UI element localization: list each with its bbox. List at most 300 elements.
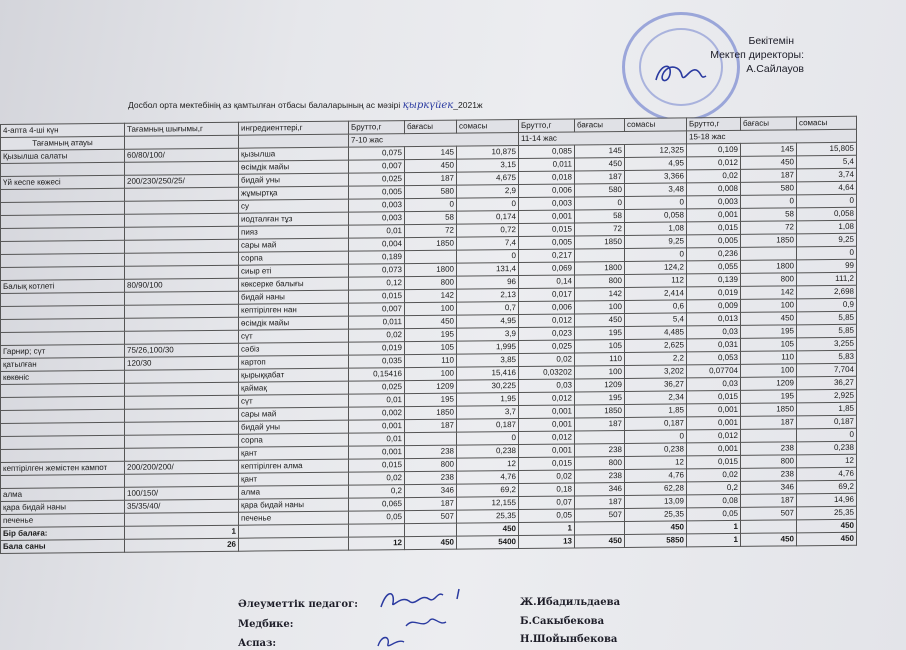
value-cell: 0,069 (519, 262, 575, 276)
value-cell: 0,006 (519, 184, 575, 198)
value-cell: 346 (575, 483, 625, 496)
dish-output-cell (125, 317, 239, 331)
value-cell: 507 (741, 507, 797, 521)
children-cell: 5400 (457, 536, 519, 550)
value-cell: 0,003 (687, 195, 741, 209)
value-cell: 1209 (405, 380, 457, 393)
children-cell: 13 (519, 535, 575, 549)
value-cell: 3,255 (797, 337, 857, 351)
value-cell: 507 (405, 510, 457, 523)
value-cell: 9,25 (625, 235, 687, 249)
header-price-1: бағасы (405, 120, 457, 133)
value-cell: 5,85 (797, 311, 857, 325)
dish-name-cell (1, 383, 125, 397)
value-cell: 0,013 (687, 312, 741, 326)
value-cell: 0,015 (349, 459, 405, 473)
value-cell (741, 247, 797, 261)
title-month-handwritten: қыркүйек (402, 100, 454, 111)
value-cell: 131,4 (457, 263, 519, 277)
ingredient-cell: өсімдік майы (239, 316, 349, 330)
ingredient-cell: сары май (239, 407, 349, 421)
value-cell: 0,073 (349, 264, 405, 278)
value-cell: 7,704 (797, 363, 857, 377)
value-cell: 58 (741, 208, 797, 222)
value-cell: 187 (741, 494, 797, 508)
ingredient-cell: алма (239, 485, 349, 499)
dish-name-cell (1, 266, 125, 280)
header-age-7-10: 7-10 жас (349, 133, 519, 148)
dish-name-cell: көкөніс (1, 370, 125, 384)
value-cell: 72 (575, 223, 625, 236)
value-cell: 2,414 (625, 287, 687, 301)
value-cell: 110 (405, 354, 457, 367)
value-cell: 0,9 (797, 298, 857, 312)
value-cell: 0,009 (687, 299, 741, 313)
value-cell: 0,007 (349, 303, 405, 317)
value-cell: 3,366 (625, 170, 687, 184)
footer-role-cook: Аспаз: (238, 638, 277, 649)
dish-name-cell (1, 292, 125, 306)
dish-name-cell (1, 227, 125, 241)
menu-table (0, 116, 857, 554)
ingredient-cell: өсімдік майы (239, 160, 349, 174)
dish-output-cell (125, 200, 239, 214)
value-cell: 0,001 (349, 420, 405, 434)
value-cell: 4,76 (625, 469, 687, 483)
ingredient-cell: сәбіз (239, 342, 349, 356)
value-cell: 0,08 (687, 494, 741, 508)
per-child-cell: 450 (457, 523, 519, 537)
value-cell: 0,15416 (349, 368, 405, 382)
ingredient-cell: сүт (239, 394, 349, 408)
value-cell: 0,109 (687, 143, 741, 157)
per-child-cell (741, 520, 797, 534)
value-cell: 5,4 (625, 313, 687, 327)
dish-name-cell: Үй кеспе көжесі (1, 175, 125, 189)
dish-name-cell (1, 409, 125, 423)
value-cell: 0 (797, 428, 857, 442)
value-cell: 195 (405, 393, 457, 406)
value-cell: 450 (405, 315, 457, 328)
value-cell: 12 (797, 454, 857, 468)
value-cell: 195 (741, 390, 797, 404)
value-cell: 0,019 (349, 342, 405, 356)
social-pedagogue-signature (375, 585, 470, 613)
ingredient-cell: су (239, 199, 349, 213)
value-cell: 0 (457, 432, 519, 446)
value-cell: 0,001 (687, 208, 741, 222)
value-cell: 187 (575, 418, 625, 431)
children-cell: 5850 (625, 534, 687, 548)
value-cell: 1,995 (457, 341, 519, 355)
dish-name-cell (1, 396, 125, 410)
value-cell: 145 (405, 146, 457, 159)
per-child-cell (405, 523, 457, 536)
director-signature (650, 58, 710, 88)
value-cell: 1850 (575, 405, 625, 418)
per-child-cell: 1 (687, 520, 741, 534)
footer-name-cook: Н.Шойынбекова (520, 634, 618, 645)
value-cell: 0 (625, 196, 687, 210)
value-cell: 3,202 (625, 365, 687, 379)
value-cell: 110 (741, 351, 797, 365)
value-cell: 800 (575, 275, 625, 288)
value-cell: 0,012 (519, 431, 575, 445)
value-cell: 0,236 (687, 247, 741, 261)
value-cell: 4,485 (625, 326, 687, 340)
value-cell: 800 (741, 273, 797, 287)
value-cell: 0,139 (687, 273, 741, 287)
value-cell: 100 (575, 366, 625, 379)
header-ingredients: ингредиенттері,г (239, 121, 349, 135)
value-cell: 450 (741, 312, 797, 326)
value-cell: 187 (575, 171, 625, 184)
dish-output-cell (125, 187, 239, 201)
value-cell: 0,008 (687, 182, 741, 196)
value-cell: 0,007 (349, 160, 405, 174)
value-cell: 112 (625, 274, 687, 288)
approval-line-2: Мектеп директоры: (710, 49, 804, 61)
dish-output-cell (125, 421, 239, 435)
ingredient-cell: қырыққабат (239, 368, 349, 382)
dish-name-cell (1, 318, 125, 332)
value-cell (575, 431, 625, 444)
dish-name-cell: Гарнир; сүт (1, 344, 125, 358)
dish-output-cell (125, 395, 239, 409)
value-cell: 12 (625, 456, 687, 470)
footer-name-nurse: Б.Сакыбекова (520, 616, 605, 627)
value-cell: 2,698 (797, 285, 857, 299)
header-week: 4-апта 4-ші күн (1, 123, 125, 137)
approval-block (700, 34, 900, 76)
value-cell: 0,001 (349, 446, 405, 460)
value-cell: 0,012 (687, 156, 741, 170)
value-cell: 3,15 (457, 159, 519, 173)
value-cell: 4,95 (457, 315, 519, 329)
value-cell: 0,02 (687, 468, 741, 482)
value-cell: 0,01 (349, 225, 405, 239)
dish-name-cell: печенье (1, 513, 125, 527)
per-child-cell: 1 (519, 522, 575, 536)
value-cell: 507 (575, 509, 625, 522)
value-cell: 25,35 (797, 506, 857, 520)
dish-name-cell (1, 162, 125, 176)
value-cell: 800 (575, 457, 625, 470)
approval-line-1: Бекітемін (748, 35, 794, 47)
value-cell: 0,217 (519, 249, 575, 263)
dish-name-cell: Балық котлеті (1, 279, 125, 293)
value-cell: 14,96 (797, 493, 857, 507)
ingredient-cell: қызылша (239, 147, 349, 161)
dish-output-cell: 200/200/200/ (125, 460, 239, 474)
value-cell: 580 (741, 182, 797, 196)
dish-name-cell: қатылған (1, 357, 125, 371)
value-cell: 3,48 (625, 183, 687, 197)
header-dish-name: Тағамның атауы (1, 136, 125, 150)
value-cell: 58 (405, 211, 457, 224)
value-cell: 0,001 (519, 210, 575, 224)
ingredient-cell: сиыр еті (239, 264, 349, 278)
value-cell: 0,05 (519, 509, 575, 523)
value-cell: 3,7 (457, 406, 519, 420)
dish-output-cell: 60/80/100/ (125, 148, 239, 162)
value-cell: 195 (405, 328, 457, 341)
dish-output-cell (125, 408, 239, 422)
value-cell: 238 (575, 444, 625, 457)
value-cell: 0 (575, 197, 625, 210)
value-cell: 0,03 (687, 377, 741, 391)
value-cell: 72 (405, 224, 457, 237)
value-cell: 69,2 (457, 484, 519, 498)
dish-name-cell (1, 435, 125, 449)
header-output: Тағамның шығымы,г (125, 122, 239, 136)
value-cell: 1,08 (797, 220, 857, 234)
value-cell: 195 (575, 327, 625, 340)
value-cell: 4,64 (797, 181, 857, 195)
dish-output-cell (125, 265, 239, 279)
value-cell: 7,4 (457, 237, 519, 251)
value-cell: 0,011 (519, 158, 575, 172)
approval-line-3: А.Сайлауов (746, 63, 804, 75)
value-cell: 0,005 (687, 234, 741, 248)
header-age-11-14: 11-14 жас (519, 131, 687, 146)
dish-name-cell (1, 474, 125, 488)
value-cell: 187 (405, 419, 457, 432)
children-cell: 450 (575, 535, 625, 548)
dish-name-cell: алма (1, 487, 125, 501)
ingredient-cell: печенье (239, 511, 349, 525)
value-cell: 0,18 (519, 483, 575, 497)
value-cell (575, 249, 625, 262)
value-cell: 195 (575, 392, 625, 405)
value-cell: 58 (575, 210, 625, 223)
value-cell: 0,035 (349, 355, 405, 369)
dish-name-cell (1, 253, 125, 267)
value-cell: 0,031 (687, 338, 741, 352)
value-cell: 0,012 (687, 429, 741, 443)
header-brutto-1: Брутто,г (349, 121, 405, 135)
value-cell: 1209 (575, 379, 625, 392)
cook-signature (372, 630, 412, 650)
value-cell: 0,006 (519, 301, 575, 315)
value-cell: 0,2 (349, 485, 405, 499)
ingredient-cell: кептірілген нан (239, 303, 349, 317)
value-cell: 0,05 (687, 507, 741, 521)
dish-name-cell (1, 188, 125, 202)
value-cell: 99 (797, 259, 857, 273)
value-cell: 800 (405, 458, 457, 471)
dish-name-cell (1, 448, 125, 462)
dish-output-cell: 80/90/100 (125, 278, 239, 292)
value-cell: 0 (741, 195, 797, 209)
value-cell: 0,238 (625, 443, 687, 457)
value-cell: 0,001 (519, 444, 575, 458)
value-cell: 4,675 (457, 172, 519, 186)
value-cell: 1850 (405, 237, 457, 250)
dish-output-cell (125, 252, 239, 266)
value-cell: 800 (741, 455, 797, 469)
value-cell: 0,07 (519, 496, 575, 510)
value-cell: 0 (457, 250, 519, 264)
value-cell: 1,95 (457, 393, 519, 407)
value-cell: 10,875 (457, 146, 519, 160)
value-cell: 0 (457, 198, 519, 212)
dish-output-cell: 200/230/250/25/ (125, 174, 239, 188)
ingredient-cell: кептірілген алма (239, 459, 349, 473)
value-cell: 0 (405, 198, 457, 211)
value-cell: 15,805 (797, 142, 857, 156)
value-cell: 0,01 (349, 394, 405, 408)
children-label: Бала саны (1, 539, 125, 553)
value-cell: 450 (575, 314, 625, 327)
value-cell: 1,08 (625, 222, 687, 236)
title-text: Досбол орта мектебінің аз қамтылған отбасы балаларының ас мәзірі (128, 100, 401, 110)
value-cell: 0,14 (519, 275, 575, 289)
dish-output-cell: 75/26,100/30 (125, 343, 239, 357)
value-cell: 0,023 (519, 327, 575, 341)
value-cell: 238 (405, 471, 457, 484)
value-cell: 0 (797, 194, 857, 208)
value-cell: 0,058 (625, 209, 687, 223)
value-cell: 1209 (741, 377, 797, 391)
value-cell: 1,85 (625, 404, 687, 418)
value-cell: 0,02 (349, 329, 405, 343)
value-cell: 580 (405, 185, 457, 198)
ingredient-cell: бидай наны (239, 290, 349, 304)
footer-name-social-pedagogue: Ж.Ибадильдаева (520, 597, 621, 608)
value-cell: 1800 (575, 262, 625, 275)
value-cell: 0,03202 (519, 366, 575, 380)
value-cell: 0,065 (349, 498, 405, 512)
header-age-15-18: 15-18 жас (687, 129, 857, 144)
value-cell: 69,2 (797, 480, 857, 494)
value-cell: 105 (575, 340, 625, 353)
children-cell: 450 (405, 536, 457, 549)
value-cell: 15,416 (457, 367, 519, 381)
value-cell: 0,005 (349, 186, 405, 200)
children-value: 26 (125, 538, 239, 552)
ingredient-cell: бидай уны (239, 173, 349, 187)
value-cell: 0,015 (349, 290, 405, 304)
dish-name-cell (1, 214, 125, 228)
value-cell: 0,12 (349, 277, 405, 291)
dish-output-cell (125, 291, 239, 305)
value-cell: 36,27 (625, 378, 687, 392)
ingredient-cell: пияз (239, 225, 349, 239)
ingredient-cell: қант (239, 446, 349, 460)
dish-output-cell (125, 473, 239, 487)
dish-output-cell (125, 213, 239, 227)
value-cell: 36,27 (797, 376, 857, 390)
per-child-cell (349, 524, 405, 538)
dish-name-cell (1, 422, 125, 436)
value-cell: 0,055 (687, 260, 741, 274)
value-cell: 0,011 (349, 316, 405, 330)
dish-output-cell (125, 512, 239, 526)
dish-output-cell: 100/150/ (125, 486, 239, 500)
value-cell: 0,238 (457, 445, 519, 459)
dish-output-cell: 120/30 (125, 356, 239, 370)
value-cell: 0,7 (457, 302, 519, 316)
value-cell: 2,13 (457, 289, 519, 303)
footer-role-nurse: Медбике: (238, 619, 294, 630)
value-cell: 1850 (741, 403, 797, 417)
dish-output-cell (125, 447, 239, 461)
value-cell: 0,003 (519, 197, 575, 211)
value-cell: 0,03 (687, 325, 741, 339)
value-cell: 0,02 (349, 472, 405, 486)
value-cell: 2,2 (625, 352, 687, 366)
children-cell: 12 (349, 537, 405, 551)
value-cell: 450 (575, 158, 625, 171)
ingredient-cell: сорпа (239, 251, 349, 265)
ingredient-cell: бидай уны (239, 420, 349, 434)
value-cell: 0,015 (519, 223, 575, 237)
ingredient-cell: қара бидай наны (239, 498, 349, 512)
value-cell: 0,02 (687, 169, 741, 183)
value-cell: 1800 (405, 263, 457, 276)
dish-name-cell (1, 331, 125, 345)
value-cell: 100 (575, 301, 625, 314)
value-cell: 30,225 (457, 380, 519, 394)
value-cell: 238 (575, 470, 625, 483)
value-cell: 0,053 (687, 351, 741, 365)
value-cell: 0,03 (519, 379, 575, 393)
value-cell: 100 (405, 302, 457, 315)
value-cell: 0,012 (519, 314, 575, 328)
value-cell: 450 (741, 156, 797, 170)
value-cell: 187 (741, 416, 797, 430)
dish-output-cell (125, 434, 239, 448)
dish-output-cell (125, 382, 239, 396)
value-cell: 0,187 (457, 419, 519, 433)
value-cell: 0,002 (349, 407, 405, 421)
dish-name-cell (1, 201, 125, 215)
value-cell: 0,001 (519, 405, 575, 419)
header-brutto-2: Брутто,г (519, 119, 575, 133)
value-cell: 346 (741, 481, 797, 495)
value-cell: 5,83 (797, 350, 857, 364)
value-cell: 0,058 (797, 207, 857, 221)
ingredient-cell: жұмыртқа (239, 186, 349, 200)
dish-output-cell (125, 330, 239, 344)
value-cell: 0 (797, 246, 857, 260)
document-title: Досбол орта мектебінің аз қамтылған отбасы балаларының ас мәзірі қыркүйек_2021ж (128, 100, 483, 111)
ingredient-cell: көксерке балығы (239, 277, 349, 291)
value-cell: 1850 (741, 234, 797, 248)
value-cell: 0 (625, 430, 687, 444)
children-cell: 1 (687, 533, 741, 547)
value-cell: 0,02 (519, 353, 575, 367)
value-cell: 0,004 (349, 238, 405, 252)
value-cell: 1,85 (797, 402, 857, 416)
value-cell: 0,017 (519, 288, 575, 302)
dish-output-cell (125, 239, 239, 253)
value-cell: 9,25 (797, 233, 857, 247)
value-cell: 4,76 (797, 467, 857, 481)
menu-rows (1, 142, 857, 527)
value-cell: 0,07704 (687, 364, 741, 378)
ingredient-cell: қант (239, 472, 349, 486)
ingredient-cell: иодталған тұз (239, 212, 349, 226)
value-cell (405, 250, 457, 263)
value-cell: 238 (405, 445, 457, 458)
value-cell: 195 (741, 325, 797, 339)
dish-name-cell (1, 240, 125, 254)
per-child-cell (575, 522, 625, 535)
dish-output-cell (125, 226, 239, 240)
value-cell: 145 (575, 145, 625, 158)
